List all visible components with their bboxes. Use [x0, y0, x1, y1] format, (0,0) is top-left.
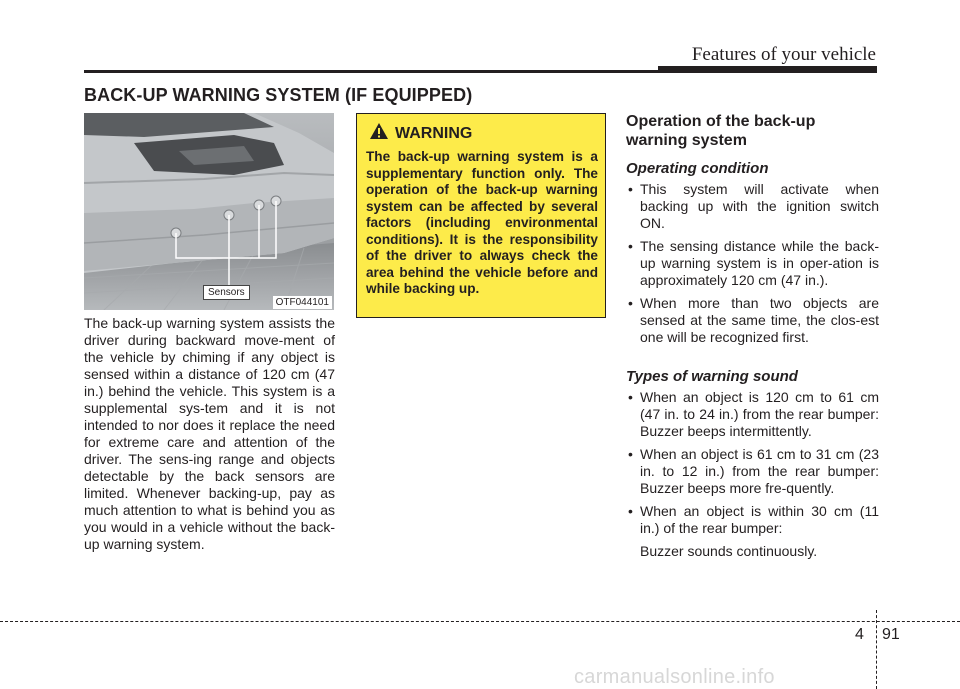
warning-sound-list [626, 389, 879, 537]
list-item: • When more than two objects are sensed at the same time, the clos-est one will be recognized first. [626, 295, 879, 346]
footer-divider [0, 621, 960, 622]
operation-heading: Operation of the back-up warning system [626, 113, 816, 149]
header-rule [84, 70, 877, 73]
warning-sound-heading: Types of warning sound [626, 368, 798, 385]
warning-box [356, 113, 606, 318]
warning-label: WARNING [395, 124, 473, 142]
page-number: 91 [882, 626, 900, 643]
sensors-label: Sensors [203, 285, 250, 300]
page-header-title: Features of your vehicle [691, 44, 876, 65]
operation-column [626, 112, 879, 560]
list-item: • This system will activate when backing up with the ignition switch ON. [626, 181, 879, 232]
chapter-number: 4 [855, 626, 864, 643]
figure-code: OTF044101 [273, 296, 332, 309]
intro-paragraph: The back-up warning system assists the driver during backward move-ment of the vehicle by chiming if any object is sensed within a distance of 120 cm (47 in.) behind the vehicle. This system is a supplemental sys-tem and it is not intended to nor does it replace the need for extreme care and attention of the driver. The sens-ing range and objects detectable by the back sensors are limited. Whenever backing-up, pay as much attention to what is behind you as you would in a vehicle without the back-up warning system. [84, 315, 335, 552]
warning-header [369, 122, 598, 145]
operating-condition-heading: Operating condition [626, 160, 769, 177]
rear-bumper-illustration [84, 113, 334, 310]
warning-body: The back-up warning system is a supplementary function only. The operation of the back-up warning system can be affected by several factors (including environmental conditions). It is the responsibility of the driver to always check the area behind the vehicle before and while backing up. [366, 149, 598, 296]
continuous-buzzer-text: Buzzer sounds continuously. [640, 543, 818, 559]
operating-condition-list [626, 181, 879, 346]
list-item: • When an object is 61 cm to 31 cm (23 in. to 12 in.) from the rear bumper: Buzzer beeps more fre-quently. [626, 446, 879, 497]
car-rear-drawing [84, 113, 334, 310]
list-item: • The sensing distance while the back-up warning system is in oper-ation is approximately 120 cm (47 in.). [626, 238, 879, 289]
list-item: • When an object is within 30 cm (11 in.) of the rear bumper: [626, 503, 879, 537]
list-item: • When an object is 120 cm to 61 cm (47 in. to 24 in.) from the rear bumper: Buzzer beeps intermittently. [626, 389, 879, 440]
footer-vertical-divider [876, 610, 877, 689]
section-title: BACK-UP WARNING SYSTEM (IF EQUIPPED) [84, 85, 473, 105]
watermark: carmanualsonline.info [574, 666, 775, 688]
warning-triangle-icon [369, 122, 389, 145]
